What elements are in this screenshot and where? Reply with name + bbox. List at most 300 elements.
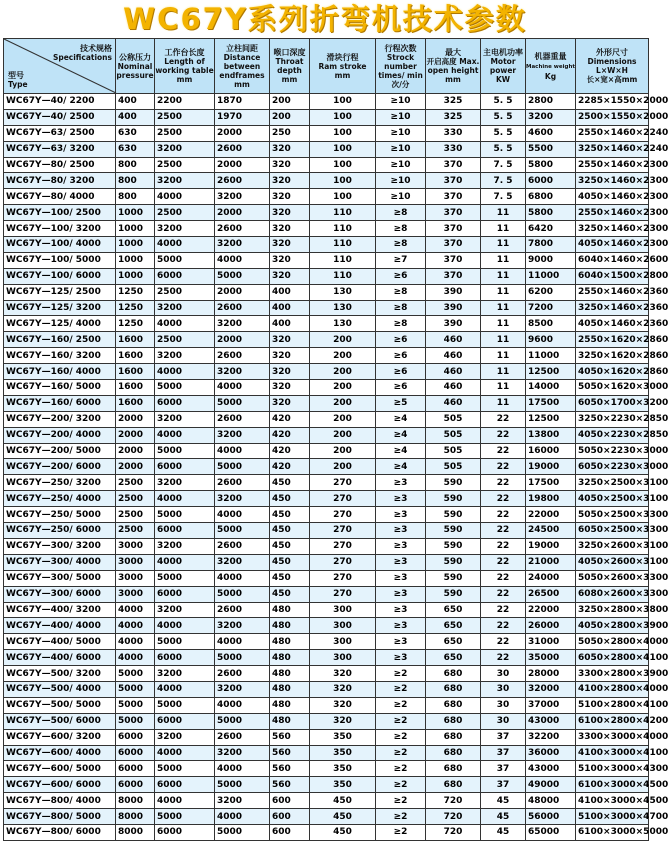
value-cell: 720	[426, 793, 481, 809]
value-cell: 4000	[155, 745, 215, 761]
value-cell: 22000	[526, 602, 576, 618]
table-row	[4, 94, 649, 110]
value-cell: 22	[481, 538, 526, 554]
value-cell: 680	[426, 681, 481, 697]
table-row	[4, 141, 649, 157]
value-cell: 6040×1500×2800	[576, 268, 649, 284]
value-cell: ≥10	[376, 141, 426, 157]
model-cell: WC67Y—400/ 6000	[4, 650, 116, 666]
value-cell: 6080×2600×3300	[576, 586, 649, 602]
value-cell: 11	[481, 221, 526, 237]
value-cell: 390	[426, 284, 481, 300]
value-cell: 22000	[526, 507, 576, 523]
value-cell: 320	[270, 348, 310, 364]
value-cell: 320	[270, 268, 310, 284]
value-cell: 4000	[155, 618, 215, 634]
value-cell: 3200	[155, 348, 215, 364]
table-row	[4, 681, 649, 697]
value-cell: 2600	[215, 221, 270, 237]
table-row	[4, 697, 649, 713]
value-cell: 3200	[215, 237, 270, 253]
value-cell: 6050×1700×3200	[576, 395, 649, 411]
value-cell: 22	[481, 618, 526, 634]
value-cell: 5000	[215, 650, 270, 666]
value-cell: 480	[270, 666, 310, 682]
value-cell: 3200	[215, 793, 270, 809]
value-cell: ≥3	[376, 618, 426, 634]
value-cell: 650	[426, 602, 481, 618]
value-cell: 4000	[155, 237, 215, 253]
value-cell: 5100×2800×4100	[576, 697, 649, 713]
value-cell: 6100×3000×5000	[576, 824, 649, 840]
table-row	[4, 411, 649, 427]
table-row	[4, 507, 649, 523]
value-cell: 6000	[116, 761, 155, 777]
value-cell: 48000	[526, 793, 576, 809]
value-cell: 4000	[155, 554, 215, 570]
value-cell: 2600	[215, 666, 270, 682]
value-cell: 11	[481, 348, 526, 364]
model-cell: WC67Y—800/ 4000	[4, 793, 116, 809]
value-cell: 370	[426, 205, 481, 221]
value-cell: 11	[481, 252, 526, 268]
value-cell: 5800	[526, 157, 576, 173]
value-cell: 22	[481, 523, 526, 539]
value-cell: 5000	[155, 252, 215, 268]
value-cell: 450	[270, 538, 310, 554]
model-cell: WC67Y—160/ 2500	[4, 332, 116, 348]
value-cell: 2600	[215, 348, 270, 364]
value-cell: 2500	[155, 125, 215, 141]
value-cell: ≥6	[376, 332, 426, 348]
value-cell: 4000	[116, 618, 155, 634]
value-cell: 11	[481, 395, 526, 411]
value-cell: 3250×2600×3100	[576, 538, 649, 554]
value-cell: 13800	[526, 427, 576, 443]
value-cell: 3200	[155, 475, 215, 491]
value-cell: 2550×1460×2300	[576, 205, 649, 221]
value-cell: 2600	[215, 602, 270, 618]
value-cell: 5. 5	[481, 141, 526, 157]
type-label-en: Type	[8, 80, 28, 89]
value-cell: 450	[270, 586, 310, 602]
value-cell: 3000	[116, 554, 155, 570]
value-cell: 6000	[116, 777, 155, 793]
value-cell: 3200	[155, 173, 215, 189]
value-cell: 5000	[215, 459, 270, 475]
value-cell: 680	[426, 745, 481, 761]
value-cell: ≥3	[376, 507, 426, 523]
col-header-en: Machine weight	[526, 63, 575, 70]
spec-label-en: Specifications	[52, 53, 112, 62]
value-cell: 6050×2500×3300	[576, 523, 649, 539]
value-cell: 320	[310, 713, 376, 729]
value-cell: 590	[426, 570, 481, 586]
value-cell: 6000	[155, 713, 215, 729]
value-cell: 2600	[215, 411, 270, 427]
value-cell: 17500	[526, 395, 576, 411]
value-cell: 5. 5	[481, 125, 526, 141]
value-cell: 6000	[155, 824, 215, 840]
value-cell: 800	[116, 157, 155, 173]
value-cell: 6000	[155, 650, 215, 666]
value-cell: 2000	[215, 284, 270, 300]
col-header-en: Dimensions L×W×H	[587, 57, 637, 75]
value-cell: 300	[310, 618, 376, 634]
value-cell: 3300×2800×3900	[576, 666, 649, 682]
value-cell: 480	[270, 681, 310, 697]
value-cell: 4000	[155, 427, 215, 443]
value-cell: 100	[310, 94, 376, 110]
value-cell: 320	[270, 157, 310, 173]
model-cell: WC67Y—400/ 3200	[4, 602, 116, 618]
value-cell: 200	[270, 94, 310, 110]
value-cell: 3200	[155, 221, 215, 237]
value-cell: 480	[270, 713, 310, 729]
value-cell: 26500	[526, 586, 576, 602]
value-cell: 5050×1620×3000	[576, 380, 649, 396]
col-header-cn: 喉口深度	[273, 48, 306, 57]
value-cell: 400	[270, 284, 310, 300]
value-cell: 200	[310, 411, 376, 427]
value-cell: 320	[310, 681, 376, 697]
col-header-en: Throat depth	[275, 57, 304, 75]
model-cell: WC67Y—500/ 6000	[4, 713, 116, 729]
value-cell: 36000	[526, 745, 576, 761]
value-cell: 505	[426, 411, 481, 427]
table-row	[4, 109, 649, 125]
value-cell: ≥8	[376, 316, 426, 332]
value-cell: 100	[310, 157, 376, 173]
value-cell: 270	[310, 586, 376, 602]
value-cell: ≥3	[376, 491, 426, 507]
col-header-en: Ram stroke	[318, 61, 367, 71]
value-cell: 6000	[116, 745, 155, 761]
value-cell: 5100×3000×4300	[576, 761, 649, 777]
value-cell: 2500	[155, 109, 215, 125]
value-cell: ≥2	[376, 777, 426, 793]
value-cell: ≥3	[376, 570, 426, 586]
value-cell: 7. 5	[481, 157, 526, 173]
value-cell: 3000	[116, 538, 155, 554]
value-cell: 11	[481, 380, 526, 396]
value-cell: 6040×1460×2600	[576, 252, 649, 268]
value-cell: 1600	[116, 348, 155, 364]
value-cell: 8500	[526, 316, 576, 332]
table-row	[4, 602, 649, 618]
value-cell: 1250	[116, 316, 155, 332]
value-cell: 450	[270, 507, 310, 523]
value-cell: 630	[116, 141, 155, 157]
value-cell: 200	[270, 109, 310, 125]
model-cell: WC67Y—80/ 3200	[4, 173, 116, 189]
value-cell: 270	[310, 570, 376, 586]
value-cell: 11	[481, 332, 526, 348]
value-cell: 460	[426, 348, 481, 364]
value-cell: 3250×1460×2240	[576, 141, 649, 157]
type-label	[8, 71, 28, 89]
value-cell: 400	[116, 109, 155, 125]
model-cell: WC67Y—100/ 4000	[4, 237, 116, 253]
value-cell: 450	[310, 793, 376, 809]
value-cell: 400	[270, 316, 310, 332]
value-cell: 320	[310, 666, 376, 682]
value-cell: 3200	[155, 538, 215, 554]
table-row	[4, 237, 649, 253]
value-cell: 65000	[526, 824, 576, 840]
table-row	[4, 125, 649, 141]
value-cell: 200	[310, 395, 376, 411]
value-cell: ≥2	[376, 745, 426, 761]
value-cell: 1000	[116, 221, 155, 237]
value-cell: 2000	[215, 157, 270, 173]
value-cell: 3200	[155, 411, 215, 427]
value-cell: 22	[481, 491, 526, 507]
value-cell: 650	[426, 618, 481, 634]
value-cell: 8000	[116, 824, 155, 840]
value-cell: 6000	[155, 777, 215, 793]
value-cell: 5000	[155, 507, 215, 523]
value-cell: 21000	[526, 554, 576, 570]
model-cell: WC67Y—200/ 4000	[4, 427, 116, 443]
model-cell: WC67Y—800/ 5000	[4, 809, 116, 825]
value-cell: 450	[270, 554, 310, 570]
value-cell: 4000	[155, 491, 215, 507]
col-header-cn: 工作台长度	[164, 48, 205, 57]
model-cell: WC67Y—600/ 5000	[4, 761, 116, 777]
value-cell: 6800	[526, 189, 576, 205]
value-cell: 6420	[526, 221, 576, 237]
value-cell: 2000	[116, 443, 155, 459]
value-cell: 5000	[116, 666, 155, 682]
value-cell: 6000	[155, 523, 215, 539]
table-row	[4, 554, 649, 570]
table-row	[4, 427, 649, 443]
value-cell: 450	[270, 491, 310, 507]
value-cell: 37000	[526, 697, 576, 713]
value-cell: 6100×2800×4200	[576, 713, 649, 729]
value-cell: 1970	[215, 109, 270, 125]
model-cell: WC67Y—100/ 6000	[4, 268, 116, 284]
value-cell: 480	[270, 618, 310, 634]
value-cell: 3200	[155, 602, 215, 618]
spec-table	[3, 38, 668, 841]
value-cell: 3250×1460×2300	[576, 221, 649, 237]
value-cell: 16000	[526, 443, 576, 459]
value-cell: 350	[310, 777, 376, 793]
value-cell: 200	[310, 332, 376, 348]
col-header-unit: mm	[445, 75, 461, 84]
model-cell: WC67Y—400/ 4000	[4, 618, 116, 634]
value-cell: 6000	[116, 729, 155, 745]
col-header-en: Length of working table	[155, 57, 214, 75]
col-header-cn: 机器重量	[534, 51, 567, 61]
value-cell: 7200	[526, 300, 576, 316]
value-cell: ≥3	[376, 650, 426, 666]
page-title: WC67Y系列折弯机技术参数	[123, 2, 527, 36]
value-cell: 3200	[215, 618, 270, 634]
value-cell: 450	[270, 523, 310, 539]
model-cell: WC67Y—250/ 6000	[4, 523, 116, 539]
value-cell: ≥3	[376, 554, 426, 570]
value-cell: 200	[310, 380, 376, 396]
value-cell: 800	[116, 189, 155, 205]
model-cell: WC67Y—400/ 5000	[4, 634, 116, 650]
value-cell: 2600	[215, 729, 270, 745]
value-cell: 2600	[215, 300, 270, 316]
value-cell: 5000	[215, 268, 270, 284]
value-cell: 370	[426, 252, 481, 268]
value-cell: 370	[426, 173, 481, 189]
value-cell: 37	[481, 761, 526, 777]
value-cell: 3250×1460×2300	[576, 173, 649, 189]
value-cell: 4000	[215, 809, 270, 825]
value-cell: 3200	[155, 141, 215, 157]
value-cell: 11	[481, 300, 526, 316]
value-cell: 12500	[526, 411, 576, 427]
value-cell: 270	[310, 523, 376, 539]
value-cell: ≥6	[376, 364, 426, 380]
value-cell: 56000	[526, 809, 576, 825]
value-cell: 2600	[215, 173, 270, 189]
value-cell: 320	[270, 189, 310, 205]
value-cell: 5. 5	[481, 94, 526, 110]
value-cell: 32000	[526, 681, 576, 697]
header-corner	[4, 39, 116, 94]
value-cell: 5000	[215, 395, 270, 411]
value-cell: 22	[481, 507, 526, 523]
value-cell: 270	[310, 475, 376, 491]
value-cell: 320	[270, 395, 310, 411]
value-cell: 4000	[155, 316, 215, 332]
value-cell: 35000	[526, 650, 576, 666]
value-cell: 45	[481, 824, 526, 840]
value-cell: 22	[481, 586, 526, 602]
value-cell: ≥5	[376, 395, 426, 411]
value-cell: 590	[426, 475, 481, 491]
table-row	[4, 634, 649, 650]
value-cell: ≥7	[376, 252, 426, 268]
value-cell: 6000	[526, 173, 576, 189]
type-label-cn: 型号	[8, 71, 24, 80]
value-cell: 3250×2800×3800	[576, 602, 649, 618]
value-cell: 370	[426, 221, 481, 237]
table-row	[4, 380, 649, 396]
value-cell: 2500	[116, 523, 155, 539]
col-header-cn: 行程次数	[384, 43, 417, 53]
value-cell: 4000	[116, 650, 155, 666]
value-cell: 9600	[526, 332, 576, 348]
model-cell: WC67Y—125/ 4000	[4, 316, 116, 332]
value-cell: 5000	[215, 586, 270, 602]
value-cell: ≥4	[376, 427, 426, 443]
model-cell: WC67Y—500/ 5000	[4, 697, 116, 713]
model-cell: WC67Y—600/ 4000	[4, 745, 116, 761]
value-cell: 4050×2500×3100	[576, 491, 649, 507]
value-cell: 590	[426, 586, 481, 602]
model-cell: WC67Y—600/ 6000	[4, 777, 116, 793]
model-cell: WC67Y—100/ 2500	[4, 205, 116, 221]
value-cell: 4100×3000×4100	[576, 745, 649, 761]
value-cell: 200	[310, 459, 376, 475]
value-cell: 320	[270, 332, 310, 348]
value-cell: 4050×1620×2860	[576, 364, 649, 380]
value-cell: 3300×3000×4000	[576, 729, 649, 745]
value-cell: ≥3	[376, 475, 426, 491]
model-cell: WC67Y—200/ 3200	[4, 411, 116, 427]
table-row	[4, 650, 649, 666]
value-cell: 130	[310, 284, 376, 300]
col-header-en: 开启高度 Max. open height	[426, 57, 480, 75]
value-cell: 460	[426, 395, 481, 411]
value-cell: 1870	[215, 94, 270, 110]
value-cell: 400	[116, 94, 155, 110]
value-cell: 11000	[526, 268, 576, 284]
value-cell: ≥4	[376, 411, 426, 427]
value-cell: 110	[310, 252, 376, 268]
value-cell: 4000	[215, 252, 270, 268]
value-cell: 30	[481, 666, 526, 682]
value-cell: 5050×2230×3000	[576, 443, 649, 459]
value-cell: 5000	[155, 570, 215, 586]
value-cell: 6050×2800×4100	[576, 650, 649, 666]
value-cell: 3200	[215, 745, 270, 761]
value-cell: 5000	[116, 681, 155, 697]
table-row	[4, 713, 649, 729]
value-cell: 4050×2230×2850	[576, 427, 649, 443]
value-cell: ≥3	[376, 602, 426, 618]
value-cell: 2500	[155, 157, 215, 173]
value-cell: 1000	[116, 252, 155, 268]
value-cell: 350	[310, 745, 376, 761]
value-cell: 3200	[215, 427, 270, 443]
value-cell: ≥2	[376, 793, 426, 809]
value-cell: 32200	[526, 729, 576, 745]
value-cell: 2000	[215, 332, 270, 348]
table-row	[4, 586, 649, 602]
value-cell: 5000	[155, 697, 215, 713]
value-cell: 6000	[155, 459, 215, 475]
model-cell: WC67Y—250/ 5000	[4, 507, 116, 523]
value-cell: 560	[270, 777, 310, 793]
model-cell: WC67Y—80/ 4000	[4, 189, 116, 205]
model-cell: WC67Y—600/ 3200	[4, 729, 116, 745]
value-cell: 450	[310, 824, 376, 840]
value-cell: ≥10	[376, 189, 426, 205]
value-cell: 650	[426, 634, 481, 650]
value-cell: 2600	[215, 475, 270, 491]
value-cell: 370	[426, 189, 481, 205]
value-cell: 2000	[116, 459, 155, 475]
model-cell: WC67Y—300/ 5000	[4, 570, 116, 586]
value-cell: 3250×2500×3100	[576, 475, 649, 491]
value-cell: ≥4	[376, 443, 426, 459]
value-cell: ≥2	[376, 697, 426, 713]
value-cell: 4000	[215, 570, 270, 586]
value-cell: 5000	[155, 809, 215, 825]
table-row	[4, 745, 649, 761]
value-cell: 330	[426, 141, 481, 157]
value-cell: 420	[270, 443, 310, 459]
col-header-unit: mm	[234, 79, 250, 89]
value-cell: ≥10	[376, 109, 426, 125]
value-cell: 505	[426, 443, 481, 459]
value-cell: ≥8	[376, 300, 426, 316]
value-cell: 22	[481, 634, 526, 650]
value-cell: 800	[116, 173, 155, 189]
header-row	[4, 39, 649, 94]
value-cell: 6100×3000×4500	[576, 777, 649, 793]
